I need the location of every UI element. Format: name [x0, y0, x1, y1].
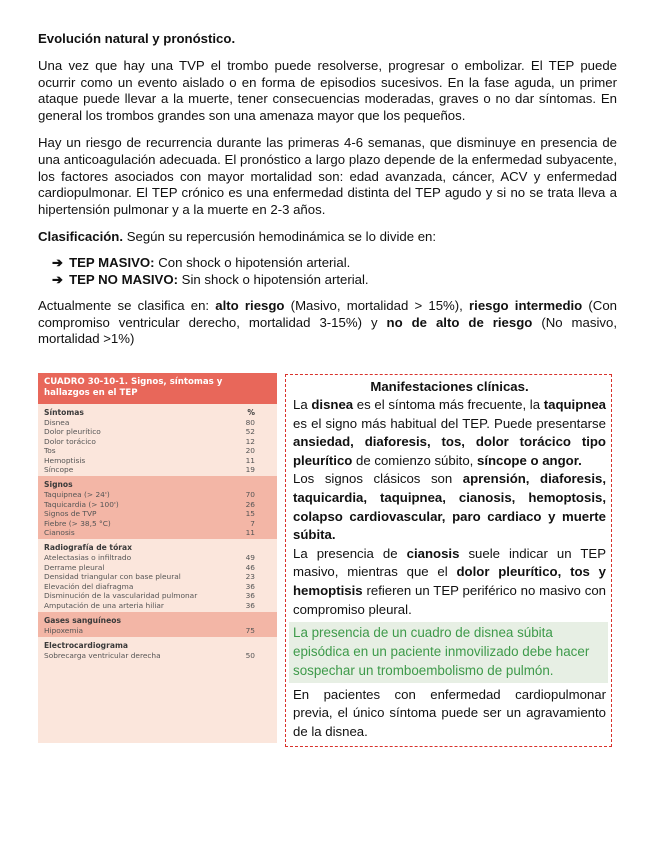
row-label: Sobrecarga ventricular derecha — [44, 651, 161, 661]
text-span: Los signos clásicos son — [293, 471, 463, 487]
table-row — [44, 563, 271, 572]
manifestaciones-paragraph-4: En pacientes con enfermedad cardiopulmonar previa, el único síntoma puede ser un agravamiento de la disnea. — [293, 686, 606, 739]
row-label: Disnea — [44, 418, 70, 427]
cuadro-table — [38, 373, 277, 743]
row-value: 46 — [245, 562, 255, 572]
row-value: 80 — [245, 418, 255, 427]
row-value: 23 — [245, 572, 255, 582]
bold-span: disnea — [311, 397, 354, 412]
table-row — [44, 553, 271, 562]
cuadro-section — [38, 476, 277, 539]
bold-span: taquipnea — [543, 397, 606, 412]
text-span: (Con compromiso ventricular derecho, mortalidad 3-15%) y — [38, 297, 618, 330]
clasificacion-text: Según su repercusión hemodinámica se lo divide en: — [123, 229, 437, 245]
cuadro-section-title — [44, 616, 271, 626]
section-title-label: Síntomas — [44, 408, 84, 417]
clasificacion-paragraph — [38, 229, 617, 246]
row-label: Elevación del diafragma — [44, 581, 134, 591]
manifestaciones-title: Manifestaciones clínicas. — [370, 379, 529, 394]
list-item-bold: TEP NO MASIVO: — [69, 271, 178, 287]
section-title-label: Signos — [44, 480, 73, 490]
document-page — [38, 30, 617, 359]
row-value: 49 — [245, 553, 255, 563]
evolucion-paragraph-1: Una vez que hay una TVP el trombo puede resolverse, progresar o embolizar. El TEP puede ocurrir como un evento aislado o en forma de episodios sucesivos. En la fase aguda, un primer ataque puede llevar a la muerte, tener consecuencias moderadas, graves o no dar síntomas. En general los trombos grandes son una amenaza mayor que los pequeños. — [38, 58, 617, 123]
row-label: Disminución de la vascularidad pulmonar — [44, 591, 198, 601]
evolucion-paragraph-2: Hay un riesgo de recurrencia durante las primeras 4-6 semanas, que disminuye en presencia de una anticoagulación adecuada. El pronóstico a largo plazo depende de la enfermedad subyacente, los factores asociados con mayor mortalidad son: edad avanzada, cáncer, ACV y enfermedad cardiopulmonar. El TEP crónico es una enfermedad distinta del TEP agudo y si no se trata lleva a hipertensión pulmonar y a la muerte en 2-3 años. — [38, 135, 617, 217]
row-value: 7 — [250, 518, 255, 528]
cuadro-title: CUADRO 30-10-1. Signos, síntomas y hallazgos en el TEP — [38, 373, 277, 404]
cuadro-section-title — [44, 480, 271, 490]
text-span: es el síntoma más frecuente, la — [353, 397, 544, 412]
row-value: 75 — [245, 625, 255, 635]
list-item-bold: TEP MASIVO: — [69, 254, 155, 270]
table-row — [44, 418, 271, 427]
table-row — [44, 500, 271, 509]
text-span: La — [293, 397, 312, 412]
row-value: 36 — [245, 591, 255, 601]
manifestaciones-paragraph-3 — [293, 545, 606, 619]
row-value: 50 — [245, 651, 255, 661]
table-row — [44, 465, 271, 474]
table-row — [44, 626, 271, 635]
bold-span: ansiedad, diaforesis, tos, dolor torácico tipo pleurítico — [293, 434, 606, 468]
list-item — [52, 254, 617, 271]
bold-span: alto riesgo — [215, 297, 285, 313]
clasificacion-actual-paragraph — [38, 298, 617, 348]
text-span: refieren un TEP periférico no masivo con compromiso pleural. — [293, 582, 606, 617]
section-title-label: Electrocardiograma — [44, 641, 129, 651]
row-value: 15 — [245, 509, 255, 519]
text-span: Actualmente se clasifica en: — [38, 297, 216, 313]
row-label: Amputación de una arteria hiliar — [44, 600, 164, 610]
cuadro-section-title — [44, 543, 271, 553]
row-label: Densidad triangular con base pleural — [44, 572, 181, 582]
list-item — [52, 271, 617, 288]
table-row — [44, 490, 271, 499]
bold-span: no de alto de riesgo — [386, 314, 533, 330]
text-span: (No masivo, mortalidad >1%) — [38, 314, 617, 347]
cuadro-body — [38, 404, 277, 663]
row-label: Taquicardia (> 100') — [44, 499, 119, 509]
row-label: Fiebre (> 38,5 °C) — [44, 518, 111, 528]
section-title-value — [239, 480, 255, 490]
table-row — [44, 572, 271, 581]
cuadro-section — [38, 404, 277, 476]
section-title-value — [239, 543, 255, 553]
list-item-text: Sin shock o hipotensión arterial. — [178, 271, 369, 287]
row-value: 11 — [245, 528, 255, 538]
text-span: La presencia de — [293, 545, 407, 561]
table-row — [44, 446, 271, 455]
cuadro-section — [38, 612, 277, 637]
row-value: 19 — [245, 465, 255, 475]
section-title-label: Gases sanguíneos — [44, 615, 121, 625]
table-row — [44, 509, 271, 518]
row-label: Dolor pleurítico — [44, 427, 101, 437]
table-row — [44, 591, 271, 600]
table-row — [44, 582, 271, 591]
row-label: Cianosis — [44, 528, 75, 538]
section-title-value: % — [247, 408, 255, 417]
manifestaciones-paragraph-2 — [293, 470, 606, 544]
clasificacion-label: Clasificación. — [38, 229, 124, 245]
row-value: 12 — [245, 436, 255, 446]
row-label: Síncope — [44, 465, 74, 475]
row-value: 52 — [245, 427, 255, 437]
row-label: Hemoptisis — [44, 455, 86, 465]
bold-span: cianosis — [406, 545, 460, 561]
row-value: 20 — [245, 446, 255, 456]
row-value: 70 — [245, 490, 255, 500]
highlight-note: La presencia de un cuadro de disnea súbita episódica en un paciente inmovilizado debe hacer sospechar un tromboembolismo de pulmón. — [289, 622, 608, 682]
row-label: Signos de TVP — [44, 509, 97, 519]
row-label: Derrame pleural — [44, 562, 105, 572]
row-value: 26 — [245, 499, 255, 509]
clasificacion-list — [38, 254, 617, 288]
text-span: es el signo más habitual del TEP. Puede presentarse — [293, 415, 606, 431]
bold-span: dolor pleurítico, tos y hemoptisis — [293, 564, 606, 598]
section-title-value — [239, 616, 255, 626]
row-value: 36 — [245, 581, 255, 591]
row-value: 11 — [245, 455, 255, 465]
text-span: de comienzo súbito, — [352, 452, 477, 468]
section-title-label: Radiografía de tórax — [44, 543, 133, 553]
arrow-right-icon: ➔ — [52, 254, 64, 270]
cuadro-section — [38, 539, 277, 611]
row-label: Dolor torácico — [44, 436, 96, 446]
row-label: Tos — [44, 446, 56, 456]
manifestaciones-box — [285, 374, 612, 747]
bold-span: riesgo intermedio — [469, 297, 583, 313]
bold-span: síncope o angor. — [476, 452, 582, 468]
cuadro-section — [38, 637, 277, 662]
table-row — [44, 601, 271, 610]
row-label: Taquipnea (> 24') — [44, 490, 110, 500]
table-row — [44, 651, 271, 660]
arrow-right-icon: ➔ — [52, 271, 64, 287]
table-row — [44, 528, 271, 537]
evolucion-heading: Evolución natural y pronóstico. — [38, 31, 236, 46]
table-row — [44, 456, 271, 465]
table-row — [44, 427, 271, 436]
row-label: Hipoxemia — [44, 625, 84, 635]
table-row — [44, 437, 271, 446]
list-item-text: Con shock o hipotensión arterial. — [154, 254, 351, 270]
section-title-value — [239, 641, 255, 651]
row-label: Atelectasias o infiltrado — [44, 553, 132, 563]
cuadro-section-title — [44, 408, 271, 418]
text-span: (Masivo, mortalidad > 15%), — [284, 297, 470, 313]
text-span: suele indicar un TEP masivo, mientras que el — [293, 545, 606, 580]
row-value: 36 — [245, 600, 255, 610]
bold-span: aprensión, diaforesis, taquicardia, taquipnea, cianosis, hemoptosis, colapso cardiovascular, paro cardiaco y muerte súbita. — [293, 471, 606, 543]
manifestaciones-paragraph-1 — [293, 396, 606, 470]
table-row — [44, 519, 271, 528]
cuadro-section-title — [44, 641, 271, 651]
